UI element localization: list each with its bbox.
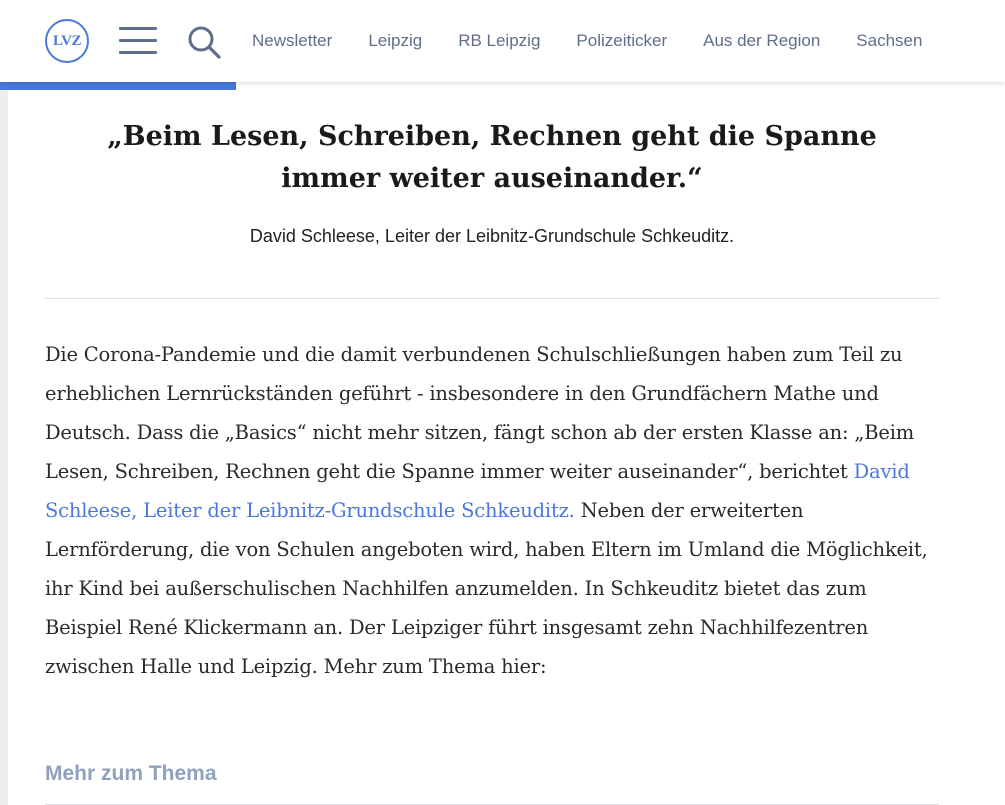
reading-progress-bar [0, 82, 1005, 90]
menu-icon[interactable] [119, 25, 157, 57]
nav-aus-der-region[interactable]: Aus der Region [703, 31, 821, 50]
article-text-after-link: Neben der erweiterten Lernförderung, die von Schulen angeboten wird, haben Eltern im Umland die Möglichkeit, ihr Kind bei außerschulischen Nachhilfen anzumelden. In Schkeuditz bietet das zum Beispiel René Klickermann an. Der Leipziger führt insgesamt zehn Nachhilfezentren zwischen Halle und Leipzig. Mehr zum Thema hier: [45, 499, 928, 678]
nav-newsletter[interactable]: Newsletter [252, 31, 333, 50]
pull-quote [45, 116, 939, 200]
nav-rb-leipzig[interactable]: RB Leipzig [458, 31, 541, 50]
article-paragraph [45, 335, 945, 686]
more-on-topic-heading: Mehr zum Thema [45, 762, 217, 785]
reading-progress-fill [0, 82, 236, 90]
nav-sachsen[interactable]: Sachsen [856, 31, 923, 50]
divider [45, 298, 939, 299]
pull-quote-line-2: immer weiter auseinander.“ [281, 163, 703, 194]
pull-quote-line-1: „Beim Lesen, Schreiben, Rechnen geht die Spanne [107, 121, 877, 152]
nav-polizeiticker[interactable]: Polizeiticker [576, 31, 668, 50]
nav-leipzig[interactable]: Leipzig [368, 31, 423, 50]
article-inline-link[interactable]: David Schleese, Leiter der Leibnitz-Grundschule Schkeuditz. [45, 460, 910, 522]
lvz-logo[interactable]: LVZ [45, 19, 89, 63]
left-margin-rule [0, 90, 8, 805]
article-text-before-link: Die Corona-Pandemie und die damit verbundenen Schulschließungen haben zum Teil zu erheblichen Lernrückständen geführt - insbesondere in den Grundfächern Mathe und Deutsch. Dass die „Basics“ nicht mehr sitzen, fängt schon ab der ersten Klasse an: „Beim Lesen, Schreiben, Rechnen geht die Spanne immer weiter auseinander“, berichtet [45, 343, 915, 483]
search-icon[interactable] [186, 24, 222, 60]
main-nav [252, 0, 958, 82]
site-header [0, 0, 1005, 82]
pull-quote-source: David Schleese, Leiter der Leibnitz-Grundschule Schkeuditz. [249, 226, 735, 246]
